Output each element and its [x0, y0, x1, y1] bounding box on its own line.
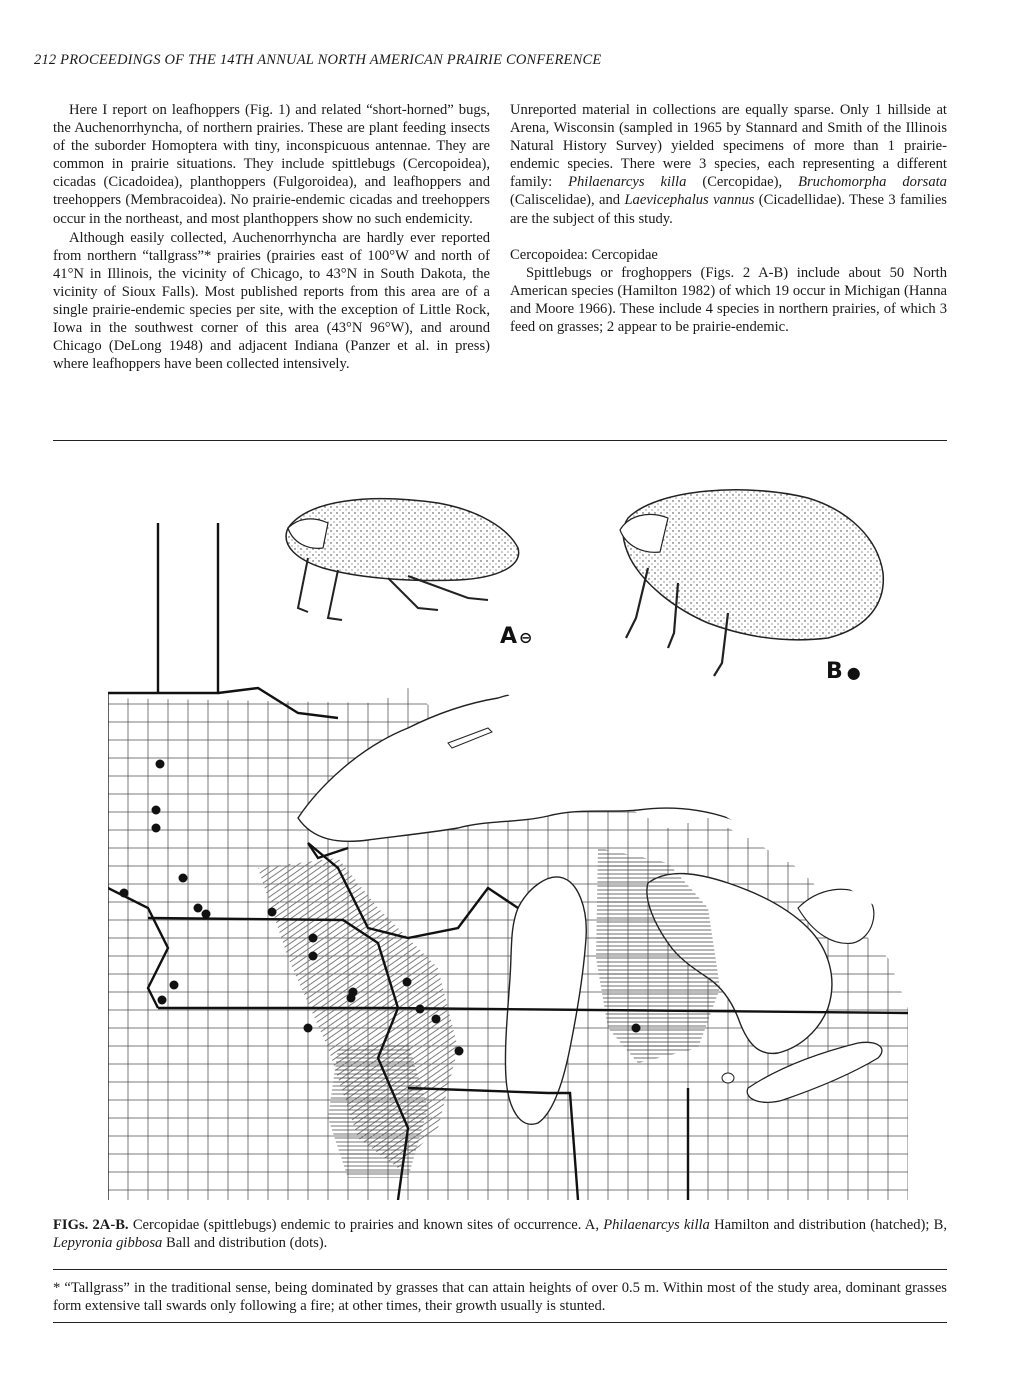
svg-text:A⊖ — [500, 624, 532, 649]
figure-caption: FIGs. 2A-B. Cercopidae (spittlebugs) endemic to prairies and known sites of occurrence. A, Philaenarcys killa Hamilton and distribution (hatched); B, Lepyronia gibbosa Ball and distribution (dots). — [53, 1217, 948, 1252]
caption-rule — [53, 1269, 947, 1270]
species-name: Laevicephalus vannus — [624, 192, 755, 209]
figure-label-b-symbol: ● — [846, 663, 861, 682]
section-heading: Cercopoidea: Cercopidae — [510, 246, 658, 263]
bottom-rule — [53, 1322, 947, 1323]
right-paragraph-1: Unreported material in collections are equally sparse. Only 1 hillside at Arena, Wisconsin (sampled in 1965 by Stannard and Smith of the Illinois Natural History Survey) yielded specimens of more than 1 prairie-endemic species. There were 3 species, each representing a different family: Philaenarcys killa (Cercopidae), Bruchomorpha dorsata (Caliscelidae), and Laevicephalus vannus (Cicadellidae). These 3 families are the subject of this study. — [510, 102, 947, 227]
right-paragraph-2: Spittlebugs or froghoppers (Figs. 2 A-B) include about 50 North American species (Hamilton 1982) of which 19 occur in Michigan (Hanna and Moore 1966). These include 4 species in northern prairies, of which 3 feed on grasses; 2 appear to be prairie-endemic. — [510, 264, 947, 336]
figure-label-a: A — [500, 624, 518, 649]
figure-label-b: B — [826, 659, 843, 684]
distribution-map — [108, 488, 908, 1200]
figure-label-a-symbol: ⊖ — [519, 628, 533, 647]
footnote: * “Tallgrass” in the traditional sense, being dominated by grasses that can attain heights of over 0.5 m. Within most of the study area, dominant grasses form extensive tall swards only following a fire; at other times, their growth usually is stunted. — [53, 1280, 947, 1315]
left-paragraph-1: Here I report on leafhoppers (Fig. 1) and related “short-horned” bugs, the Auchenorrhyncha, of northern prairies. These are plant feeding insects of the suborder Homoptera with tiny, inconspicuous antennae. They are common in prairie situations. They include spittlebugs (Cercopoidea), cicadas (Cicadoidea), planthoppers (Fulgoroidea), and leafhoppers and treehoppers (Membracoidea). No prairie-endemic cicadas and treehoppers occur in the northeast, and most planthoppers show no such endemicity. — [53, 102, 490, 227]
top-rule — [53, 440, 947, 441]
range-hatched-south — [328, 1043, 428, 1178]
figure-2 — [108, 488, 908, 1200]
species-name: Bruchomorpha dorsata — [798, 174, 947, 191]
species-name: Philaenarcys killa — [603, 1217, 710, 1233]
species-name: Lepyronia gibbosa — [53, 1235, 163, 1252]
left-paragraph-2: Although easily collected, Auchenorrhyncha are hardly ever reported from northern “tallgrass”* prairies (prairies east of 100°W and north of 41°N in Illinois, the vicinity of Chicago, to 43°N in South Dakota, the vicinity of Sioux Falls). Most published reports from this area are of a single prairie-endemic species per site, with the exception of Little Rock, Iowa in the southwest corner of this area (43°N 96°W), and around Chicago (DeLong 1948) and adjacent Indiana (Panzer et al. in press) where leafhoppers have been collected intensively. — [53, 229, 490, 373]
caption-label: FIGs. 2A-B. — [53, 1217, 129, 1233]
left-column — [53, 101, 490, 373]
species-name: Philaenarcys killa — [568, 174, 687, 191]
right-column — [510, 101, 947, 336]
running-head: 212 PROCEEDINGS OF THE 14TH ANNUAL NORTH AMERICAN PRAIRIE CONFERENCE — [34, 52, 602, 68]
lake-st-clair — [722, 1073, 734, 1083]
